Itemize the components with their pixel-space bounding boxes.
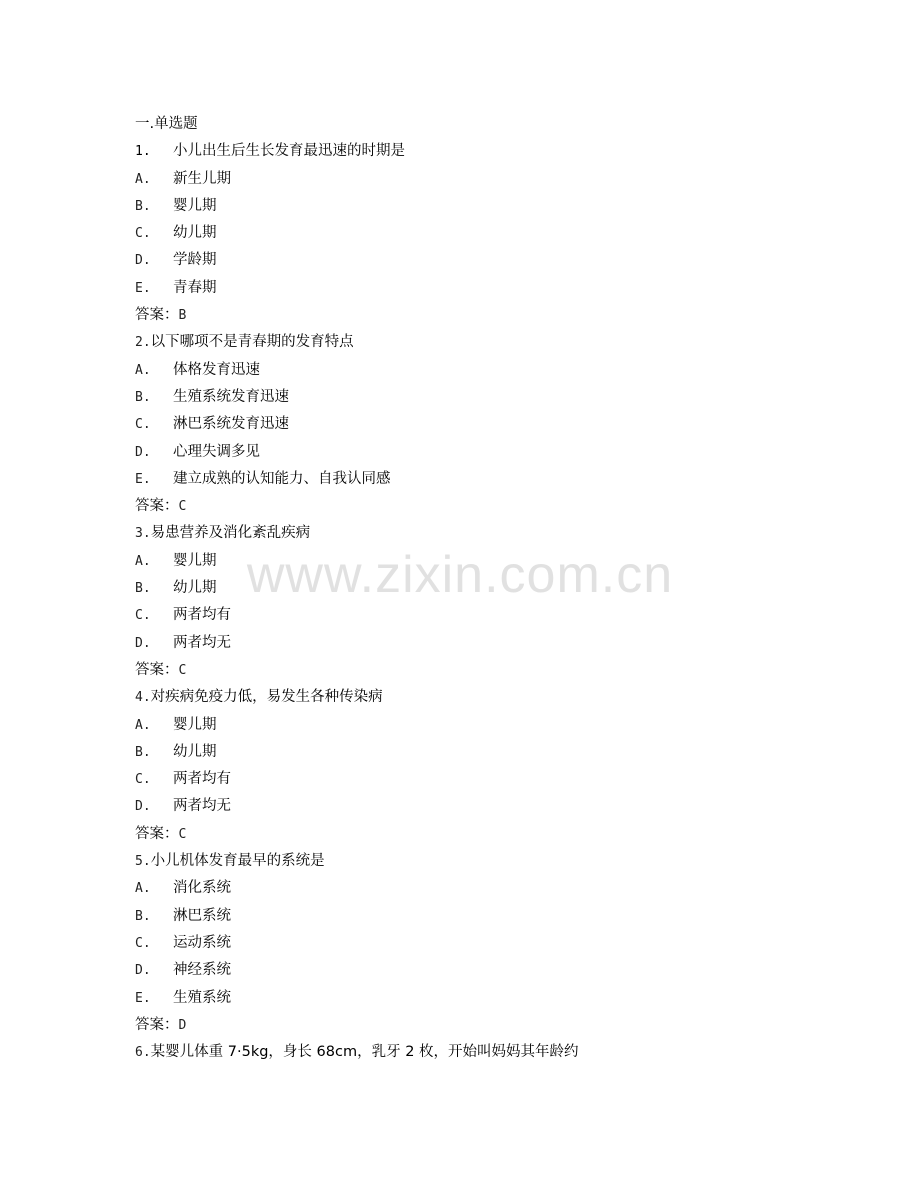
option-text: 建立成熟的认知能力、自我认同感 bbox=[173, 470, 391, 487]
question-6 bbox=[135, 1039, 855, 1066]
option-d bbox=[135, 957, 855, 984]
answer-label: 答案： bbox=[135, 1016, 179, 1033]
option-letter: D. bbox=[135, 253, 151, 269]
section-title: 一.单选题 bbox=[135, 116, 198, 132]
option-letter: A. bbox=[135, 553, 151, 569]
option-d bbox=[135, 630, 855, 657]
answer-value: C bbox=[178, 662, 187, 678]
option-c bbox=[135, 602, 855, 629]
option-text: 婴儿期 bbox=[173, 552, 217, 569]
option-text: 幼儿期 bbox=[173, 225, 217, 242]
answer-line bbox=[135, 821, 855, 848]
question-stem: 以下哪项不是青春期的发育特点 bbox=[150, 334, 354, 351]
option-text: 两者均无 bbox=[173, 798, 231, 815]
option-letter: A. bbox=[135, 171, 151, 187]
question-stem: 对疾病免疫力低，易发生各种传染病 bbox=[150, 689, 383, 706]
option-b bbox=[135, 193, 855, 220]
question-number: 2. bbox=[135, 335, 151, 351]
option-text: 消化系统 bbox=[173, 880, 231, 897]
option-letter: C. bbox=[135, 608, 151, 624]
answer-line bbox=[135, 493, 855, 520]
option-text: 心理失调多见 bbox=[173, 443, 260, 460]
answer-value: C bbox=[178, 826, 187, 842]
option-text: 幼儿期 bbox=[173, 743, 217, 760]
answer-label: 答案： bbox=[135, 825, 179, 842]
question-stem: 某婴儿体重 7·5kg，身长 68cm，乳牙 2 枚，开始叫妈妈其年龄约 bbox=[150, 1044, 579, 1061]
answer-line bbox=[135, 1012, 855, 1039]
option-b bbox=[135, 384, 855, 411]
option-letter: E. bbox=[135, 280, 151, 296]
option-letter: B. bbox=[135, 389, 151, 405]
option-letter: E. bbox=[135, 471, 151, 487]
option-text: 运动系统 bbox=[173, 934, 231, 951]
option-letter: B. bbox=[135, 198, 151, 214]
option-text: 两者均无 bbox=[173, 634, 231, 651]
option-c bbox=[135, 930, 855, 957]
question-2 bbox=[135, 329, 855, 356]
question-number: 1. bbox=[135, 144, 151, 160]
option-letter: B. bbox=[135, 581, 151, 597]
option-a bbox=[135, 166, 855, 193]
option-letter: C. bbox=[135, 226, 151, 242]
question-stem: 小儿机体发育最早的系统是 bbox=[150, 853, 325, 870]
option-d bbox=[135, 793, 855, 820]
option-b bbox=[135, 903, 855, 930]
option-text: 婴儿期 bbox=[173, 197, 217, 214]
document-body bbox=[135, 111, 855, 1066]
question-number: 5. bbox=[135, 854, 151, 870]
answer-value: D bbox=[178, 1017, 187, 1033]
option-text: 体格发育迅速 bbox=[173, 361, 260, 378]
option-letter: B. bbox=[135, 744, 151, 760]
option-letter: D. bbox=[135, 799, 151, 815]
option-c bbox=[135, 766, 855, 793]
option-letter: D. bbox=[135, 963, 151, 979]
question-4 bbox=[135, 684, 855, 711]
question-stem: 易患营养及消化紊乱疾病 bbox=[150, 525, 311, 542]
option-letter: A. bbox=[135, 717, 151, 733]
option-text: 两者均有 bbox=[173, 607, 231, 624]
option-letter: E. bbox=[135, 990, 151, 1006]
option-letter: D. bbox=[135, 635, 151, 651]
option-a bbox=[135, 712, 855, 739]
option-text: 青春期 bbox=[173, 279, 217, 296]
answer-label: 答案： bbox=[135, 661, 179, 678]
option-text: 两者均有 bbox=[173, 771, 231, 788]
option-letter: C. bbox=[135, 935, 151, 951]
option-text: 婴儿期 bbox=[173, 716, 217, 733]
answer-line bbox=[135, 302, 855, 329]
option-text: 幼儿期 bbox=[173, 580, 217, 597]
question-number: 6. bbox=[135, 1045, 151, 1061]
option-b bbox=[135, 739, 855, 766]
option-e bbox=[135, 985, 855, 1012]
option-c bbox=[135, 411, 855, 438]
option-text: 神经系统 bbox=[173, 962, 231, 979]
option-a bbox=[135, 875, 855, 902]
option-text: 新生儿期 bbox=[173, 170, 231, 187]
option-letter: C. bbox=[135, 772, 151, 788]
option-d bbox=[135, 439, 855, 466]
answer-label: 答案： bbox=[135, 498, 179, 515]
option-a bbox=[135, 357, 855, 384]
option-letter: B. bbox=[135, 908, 151, 924]
option-c bbox=[135, 220, 855, 247]
question-1 bbox=[135, 138, 855, 165]
option-e bbox=[135, 466, 855, 493]
question-5 bbox=[135, 848, 855, 875]
option-text: 生殖系统 bbox=[173, 989, 231, 1006]
option-text: 学龄期 bbox=[173, 252, 217, 269]
question-number: 3. bbox=[135, 526, 151, 542]
option-letter: D. bbox=[135, 444, 151, 460]
option-b bbox=[135, 575, 855, 602]
answer-value: C bbox=[178, 499, 187, 515]
option-d bbox=[135, 247, 855, 274]
option-text: 淋巴系统 bbox=[173, 907, 231, 924]
option-text: 淋巴系统发育迅速 bbox=[173, 416, 289, 433]
option-e bbox=[135, 275, 855, 302]
option-text: 生殖系统发育迅速 bbox=[173, 388, 289, 405]
answer-value: B bbox=[178, 308, 187, 324]
answer-label: 答案： bbox=[135, 307, 179, 324]
question-3 bbox=[135, 520, 855, 547]
watermark: www.zixin.com.cn bbox=[246, 546, 674, 604]
option-letter: A. bbox=[135, 362, 151, 378]
question-number: 4. bbox=[135, 690, 151, 706]
question-stem: 小儿出生后生长发育最迅速的时期是 bbox=[173, 143, 405, 160]
option-letter: A. bbox=[135, 881, 151, 897]
option-a bbox=[135, 548, 855, 575]
answer-line bbox=[135, 657, 855, 684]
option-letter: C. bbox=[135, 417, 151, 433]
